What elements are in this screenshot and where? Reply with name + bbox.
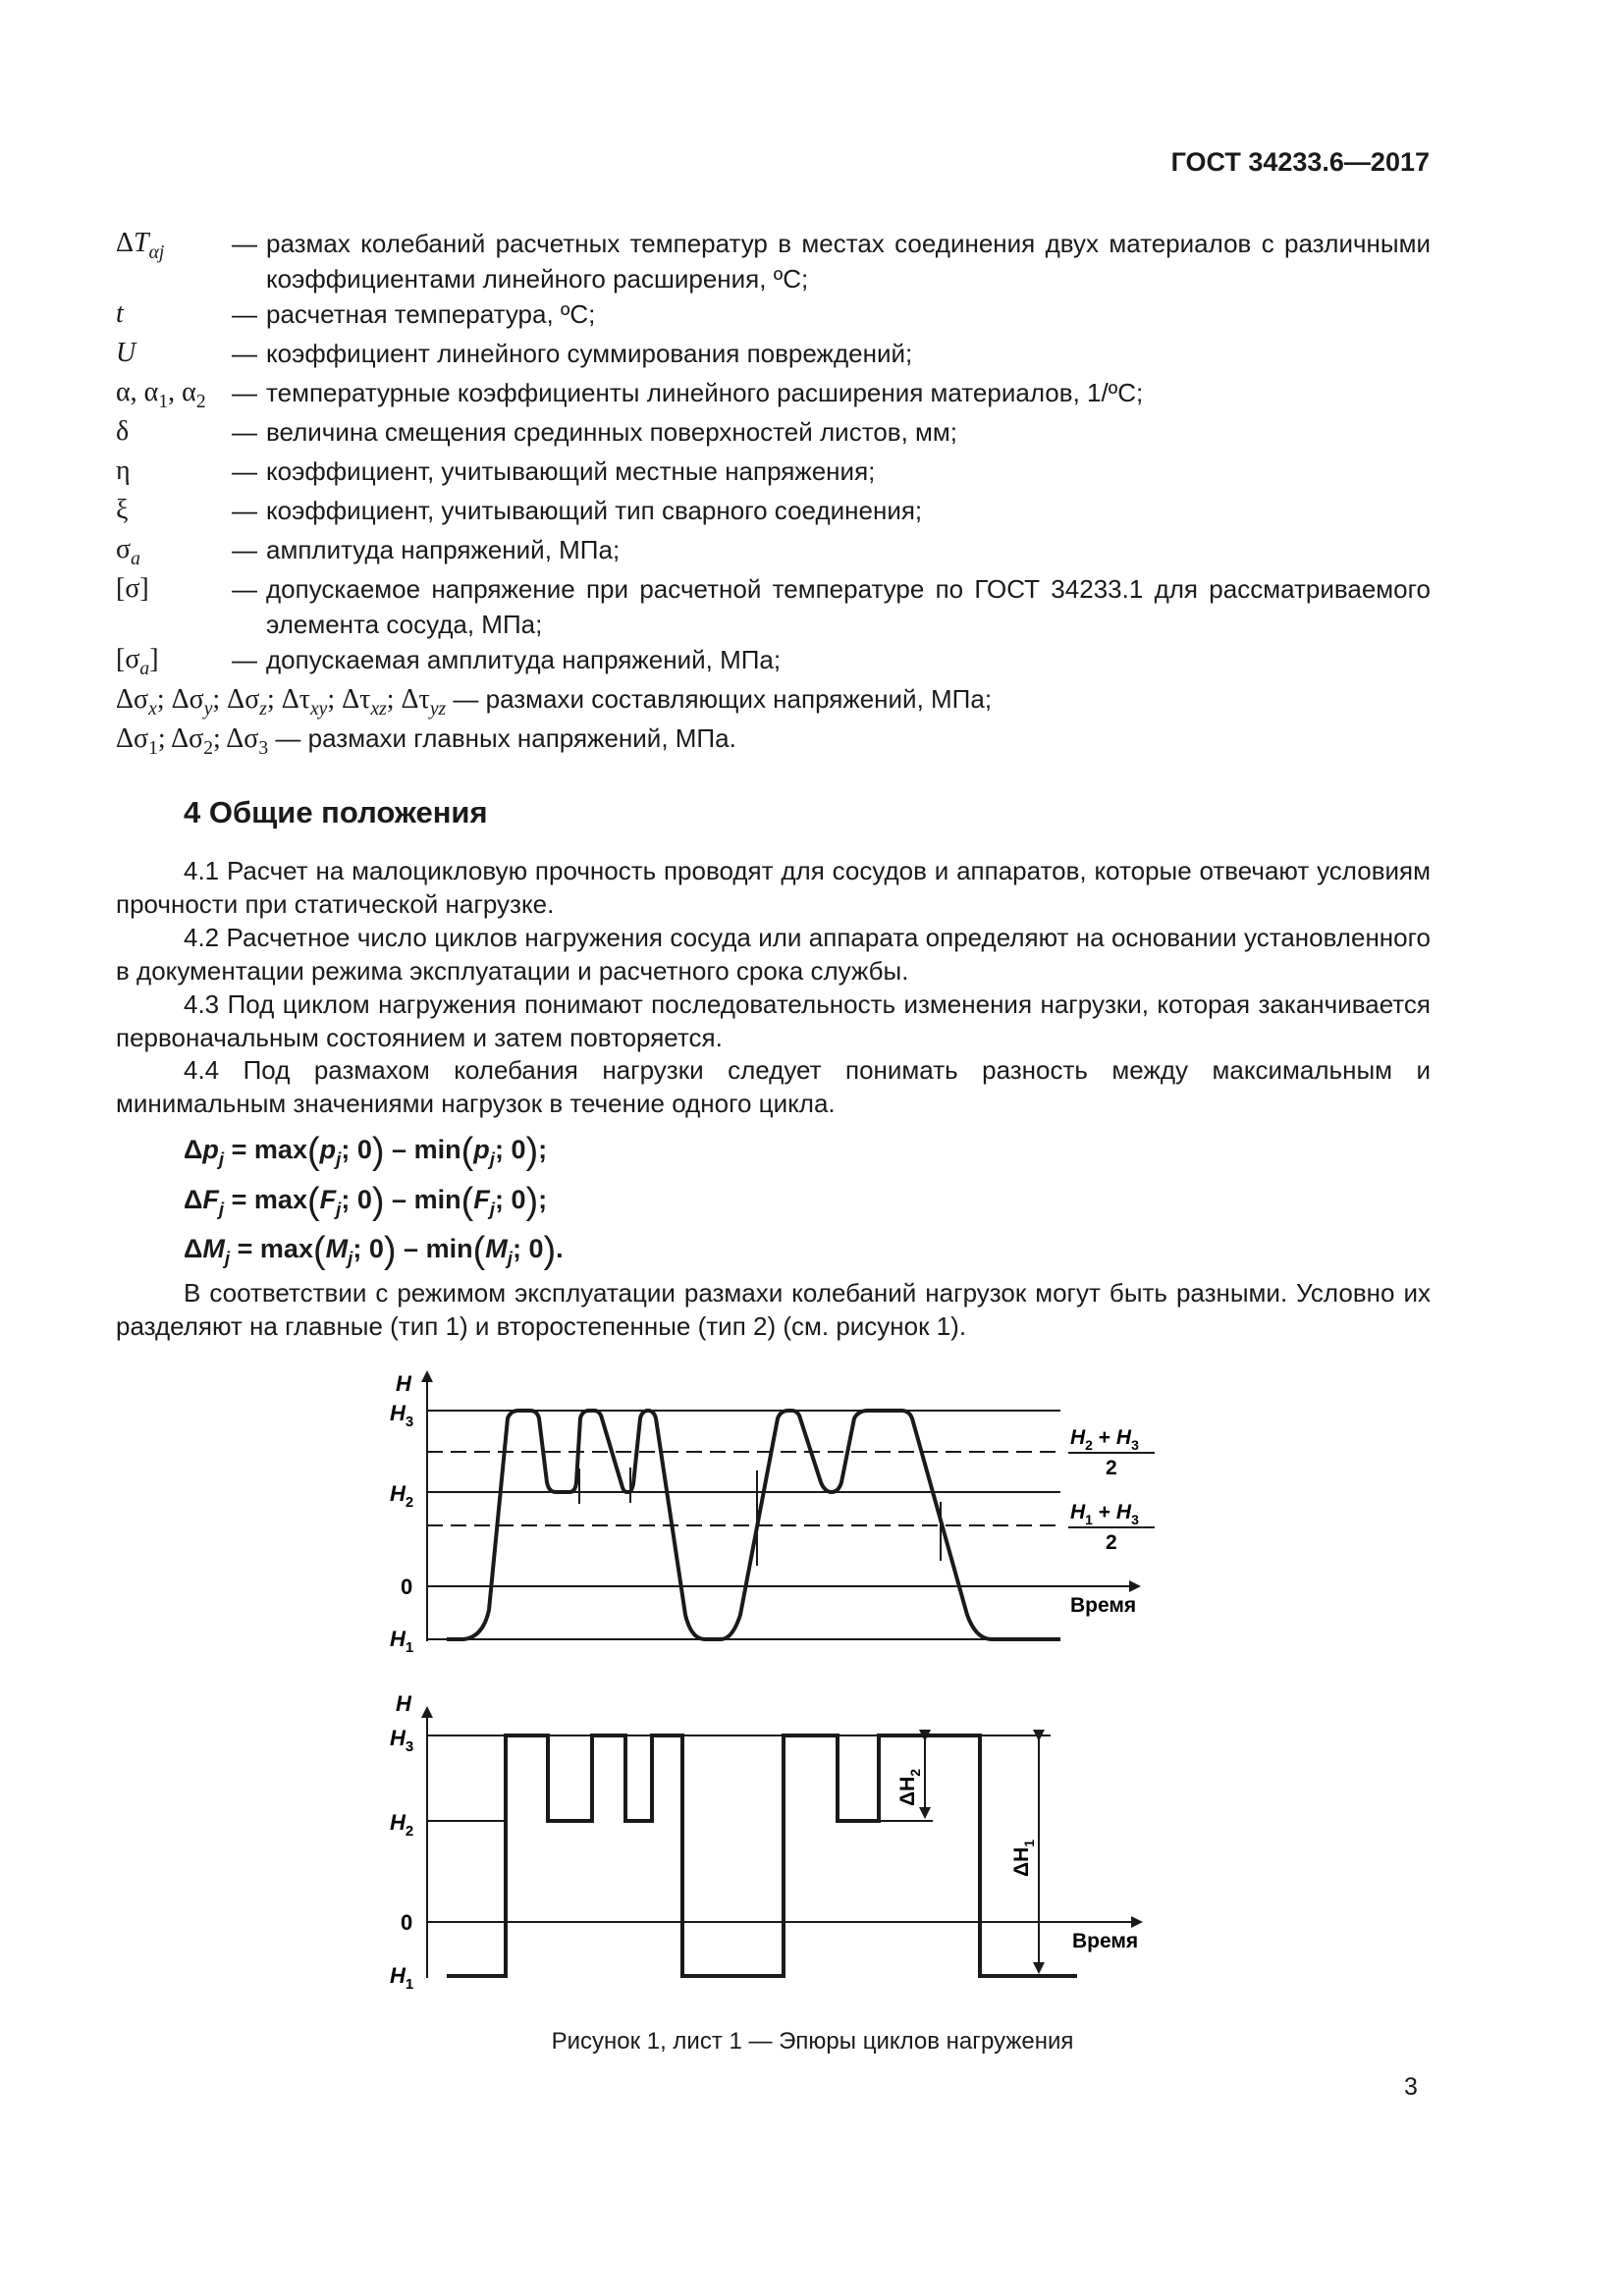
term-definition: допускаемое напряжение при расчетной температуре по ГОСТ 34233.1 для рассматриваемого элемента сосуда, МПа;	[266, 574, 1431, 639]
term-symbol: $\Delta\sigma_x$; $\Delta\sigma_y$; $\Delta\sigma_z$; $\Delta\tau_{xy}$; $\Delta\tau_{xz}$; $\Delta\tau_{yz}$	[116, 684, 447, 720]
term-dash: —	[232, 574, 257, 604]
term-symbol: [σ]	[116, 573, 149, 604]
term-symbol: α, $\alpha_1$, $\alpha_2$	[116, 377, 206, 412]
paragraph	[116, 1053, 1431, 1120]
term-definition: величина смещения срединных поверхностей листов, мм;	[266, 417, 958, 447]
term-definition: амплитуда напряжений, МПа;	[266, 535, 621, 564]
lower-zero-label: 0	[401, 1910, 413, 1935]
upper-frac1-den: 2	[1106, 1457, 1117, 1479]
lower-time-label: Время	[1072, 1930, 1139, 1952]
term-definition: допускаемая амплитуда напряжений, МПа;	[266, 645, 782, 674]
term-symbol: $[\sigma_a]$	[116, 644, 159, 679]
lower-h2-label: $H_2$	[390, 1810, 414, 1840]
term-dash: —	[232, 645, 257, 674]
term-dash: —	[232, 417, 257, 447]
term-dash: —	[275, 723, 301, 753]
paragraph-text: В соответствии с режимом эксплуатации размахи колебаний нагрузок могут быть разными. Условно их разделяют на главные (тип 1) и второстепенные (тип 2) (см. рисунок 1).	[116, 1278, 1431, 1341]
term-symbol: t	[116, 298, 124, 329]
upper-zero-label: 0	[401, 1575, 413, 1599]
upper-diagram	[390, 1371, 1155, 1656]
term-definition: размах колебаний расчетных температур в местах соединения двух материалов с различными коэффициентами линейного расширения, ºС;	[266, 229, 1431, 294]
term-dash: —	[453, 684, 479, 714]
term-symbol: $\sigma_a$	[116, 534, 140, 569]
lower-h-label: H	[396, 1691, 411, 1716]
upper-time-label: Время	[1070, 1594, 1137, 1617]
term-definition: расчетная температура, ºС;	[266, 299, 596, 329]
page-number: 3	[1404, 2073, 1418, 2101]
term-definition: коэффициент линейного суммирования повреждений;	[266, 339, 913, 368]
term-item	[116, 681, 1432, 718]
term-dash: —	[232, 378, 257, 407]
formula: $\Delta p_j = \max(p_j$; $0) - \min(p_j$; 0);	[184, 1131, 548, 1172]
dh2-label: $\Delta H_2$	[896, 1768, 923, 1806]
dh1-label: $\Delta H_1$	[1010, 1839, 1037, 1877]
upper-h3-label: $H_3$	[390, 1401, 414, 1430]
paragraph-text: 4.3 Под циклом нагружения понимают последовательность изменения нагрузки, которая заканчивается первоначальным состоянием и затем повторяется.	[116, 989, 1431, 1052]
term-dash: —	[232, 299, 257, 329]
lower-diagram	[390, 1691, 1141, 1993]
paragraph-text: 4.4 Под размахом колебания нагрузки следует понимать разность между максимальным и минимальным значениями нагрузок в течение одного цикла.	[116, 1055, 1431, 1118]
term-definition: коэффициент, учитывающий местные напряжения;	[266, 456, 876, 486]
upper-h-label: H	[396, 1371, 411, 1396]
term-definition: коэффициент, учитывающий тип сварного соединения;	[266, 496, 923, 525]
lower-h3-label: $H_3$	[390, 1726, 414, 1755]
paragraph	[116, 988, 1431, 1054]
formula: $\Delta F_j = \max(F_j$; $0) - \min(F_j$; 0);	[184, 1181, 548, 1222]
upper-h2-label: $H_2$	[390, 1481, 414, 1511]
paragraph-text: 4.2 Расчетное число циклов нагружения сосуда или аппарата определяют на основании установленного в документации режима эксплуатации и расчетного срока службы.	[116, 923, 1431, 986]
term-symbol: δ	[116, 416, 130, 447]
upper-h1-label: $H_1$	[390, 1627, 414, 1656]
paragraph	[116, 854, 1431, 921]
figure-caption: Рисунок 1, лист 1 — Эпюры циклов нагружения	[551, 2028, 1074, 2055]
term-dash: —	[232, 535, 257, 564]
paragraph-after-formulas	[116, 1276, 1431, 1343]
term-symbol: η	[116, 455, 131, 486]
lower-load-curve	[447, 1735, 1077, 1976]
term-symbol: U	[116, 338, 136, 368]
paragraph	[116, 921, 1431, 988]
term-definition: размахи составляющих напряжений, МПа;	[485, 684, 993, 714]
term-symbol: $\Delta T_{\alpha j}$	[116, 228, 165, 263]
term-dash: —	[232, 496, 257, 525]
formula: $\Delta M_j = \max(M_j$; $0) - \min(M_j$; 0).	[184, 1230, 564, 1271]
document-header: ГОСТ 34233.6—2017	[1170, 147, 1430, 177]
upper-frac2-den: 2	[1106, 1531, 1117, 1554]
upper-frac1-num: $H_2 + H_3$	[1070, 1426, 1139, 1453]
lower-h1-label: $H_1$	[390, 1963, 414, 1993]
term-dash: —	[232, 339, 257, 368]
paragraph-text: 4.1 Расчет на малоцикловую прочность проводят для сосудов и аппаратов, которые отвечают условиям прочности при статической нагрузке.	[116, 856, 1431, 919]
term-item	[116, 721, 1432, 757]
upper-frac2-num: $H_1 + H_3$	[1070, 1501, 1139, 1527]
term-definition: размахи главных напряжений, МПа.	[307, 723, 736, 753]
term-symbol: $\Delta\sigma_1$; $\Delta\sigma_2$; $\Delta\sigma_3$	[116, 723, 269, 759]
term-dash: —	[232, 229, 257, 258]
term-dash: —	[232, 456, 257, 486]
term-definition: температурные коэффициенты линейного расширения материалов, 1/ºС;	[266, 378, 1144, 407]
term-symbol: ξ	[116, 495, 129, 525]
section-title: 4 Общие положения	[184, 795, 488, 829]
upper-load-curve	[447, 1411, 1060, 1639]
